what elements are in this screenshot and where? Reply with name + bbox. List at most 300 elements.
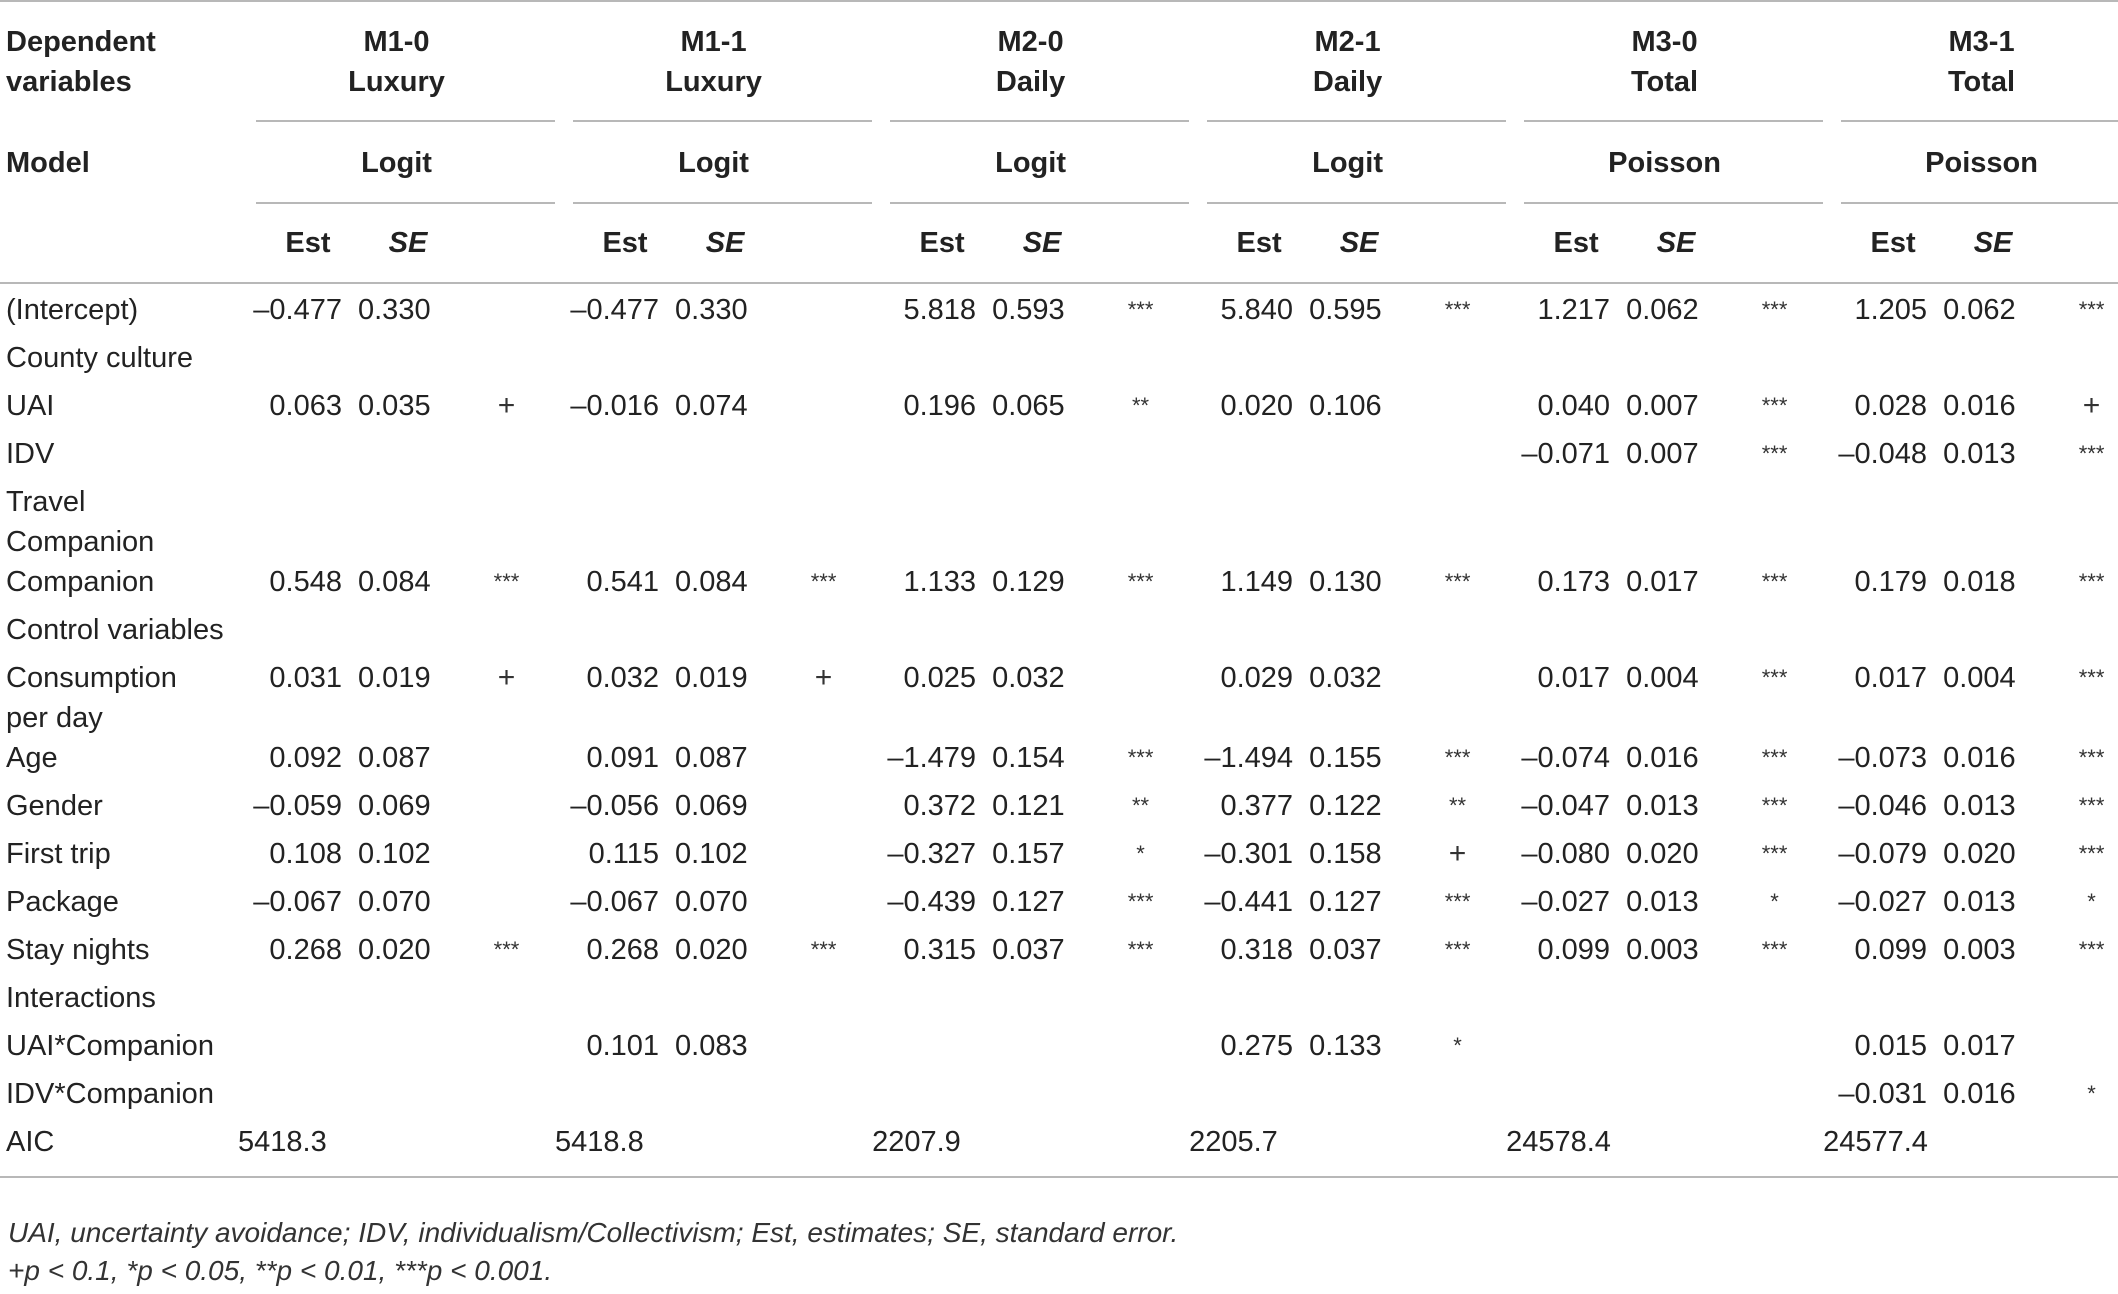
- standard-error-cell: 0.127: [1309, 886, 1382, 918]
- estimate-cell: [872, 1074, 982, 1122]
- significance-marker: *: [1770, 889, 1779, 914]
- standard-error-cell: 0.035: [358, 390, 431, 422]
- standard-error-cell: 0.013: [1943, 886, 2016, 918]
- significance-marker: [775, 882, 872, 930]
- significance-marker: ***: [2078, 937, 2105, 962]
- estimate-cell: 0.275: [1220, 1030, 1294, 1062]
- standard-error-cell: 0.020: [675, 934, 748, 966]
- significance-marker: [775, 1026, 872, 1074]
- standard-error-cell: 0.062: [1943, 294, 2016, 326]
- standard-error-cell: 0.130: [1309, 566, 1382, 598]
- significance-marker: ***: [1127, 937, 1154, 962]
- significance-marker: ***: [493, 937, 520, 962]
- estimate-cell: 0.101: [586, 1030, 660, 1062]
- model-type: Logit: [872, 122, 1189, 204]
- dependent-variables-line: variables: [6, 66, 132, 98]
- estimate-cell: –0.079: [1838, 838, 1928, 870]
- section-label: Interactions: [6, 982, 156, 1014]
- estimate-cell: 5.818: [903, 294, 977, 326]
- standard-error-cell: [1299, 1074, 1409, 1122]
- est-column-header: Est: [1189, 204, 1299, 284]
- standard-error-cell: 0.155: [1309, 742, 1382, 774]
- estimate-cell: 0.063: [269, 390, 342, 422]
- significance-marker: ***: [2078, 793, 2105, 818]
- significance-marker: *: [2087, 1081, 2096, 1106]
- significance-marker: **: [1132, 793, 1150, 818]
- standard-error-cell: 0.013: [1943, 790, 2016, 822]
- significance-marker: [458, 434, 555, 482]
- model-type: Logit: [1189, 122, 1506, 204]
- estimate-cell: –0.031: [1838, 1078, 1928, 1110]
- significance-marker: [2043, 1026, 2118, 1074]
- significance-marker: +: [2082, 389, 2101, 422]
- table-row: [0, 562, 2118, 610]
- estimate-cell: –0.327: [887, 838, 977, 870]
- model-header-m3-0: [1506, 0, 1823, 122]
- estimate-cell: 0.315: [903, 934, 977, 966]
- significance-marker: [458, 1074, 555, 1122]
- se-column-header: SE: [982, 204, 1092, 284]
- significance-marker: [1726, 1074, 1823, 1122]
- se-column-header: SE: [1299, 204, 1409, 284]
- estimate-cell: [1189, 434, 1299, 482]
- standard-error-cell: 0.016: [1943, 742, 2016, 774]
- standard-error-cell: [1299, 434, 1409, 482]
- dependent-variables-line: Dependent: [6, 26, 156, 58]
- estimate-cell: –0.027: [1521, 886, 1611, 918]
- estimate-cell: 0.173: [1537, 566, 1611, 598]
- estimate-cell: –0.056: [570, 790, 660, 822]
- standard-error-cell: 0.084: [675, 566, 748, 598]
- estimate-cell: –0.080: [1521, 838, 1611, 870]
- model-type: Logit: [555, 122, 872, 204]
- standard-error-cell: [982, 1026, 1092, 1074]
- significance-marker: ***: [1127, 889, 1154, 914]
- model-header-m2-0: [872, 0, 1189, 122]
- estimate-cell: –0.477: [570, 294, 660, 326]
- table-row: [0, 1026, 2118, 1074]
- standard-error-cell: 0.016: [1626, 742, 1699, 774]
- significance-marker: ***: [2078, 441, 2105, 466]
- significance-marker: ***: [1444, 745, 1471, 770]
- estimate-cell: 0.020: [1220, 390, 1294, 422]
- section-label: Control variables: [6, 614, 224, 646]
- significance-marker: [775, 434, 872, 482]
- standard-error-cell: 0.007: [1626, 390, 1699, 422]
- significance-marker: ***: [2078, 745, 2105, 770]
- significance-marker: ***: [1127, 297, 1154, 322]
- standard-error-cell: 0.019: [358, 662, 431, 694]
- variable-label: (Intercept): [6, 294, 139, 326]
- model-id: M2-0: [997, 26, 1064, 58]
- significance-marker: [775, 834, 872, 882]
- standard-error-cell: [1616, 1074, 1726, 1122]
- significance-marker: [1409, 1074, 1506, 1122]
- se-column-header: SE: [665, 204, 775, 284]
- est-column-header: Est: [872, 204, 982, 284]
- estimate-cell: 0.092: [269, 742, 342, 774]
- model-id: M3-1: [1948, 26, 2015, 58]
- standard-error-cell: 0.004: [1626, 662, 1699, 694]
- table-footnotes: [8, 1214, 1178, 1290]
- estimate-cell: 0.028: [1854, 390, 1928, 422]
- standard-error-cell: 0.037: [992, 934, 1065, 966]
- estimate-cell: 0.318: [1220, 934, 1294, 966]
- table-row: [0, 386, 2118, 434]
- significance-marker: ***: [2078, 665, 2105, 690]
- model-dependent-variable: Daily: [1312, 66, 1383, 98]
- standard-error-cell: 0.032: [992, 662, 1065, 694]
- table-row: [0, 1074, 2118, 1122]
- model-header-m1-1: [555, 0, 872, 122]
- model-dependent-variable: Luxury: [665, 66, 762, 98]
- model-id: M2-1: [1314, 26, 1381, 58]
- significance-marker: **: [1449, 793, 1467, 818]
- standard-error-cell: 0.016: [1943, 1078, 2016, 1110]
- estimate-cell: 0.025: [903, 662, 977, 694]
- header-row-est-se: [0, 204, 2118, 284]
- significance-marker: [458, 834, 555, 882]
- estimate-cell: 0.029: [1220, 662, 1294, 694]
- significance-marker: [775, 1074, 872, 1122]
- estimate-cell: [872, 1026, 982, 1074]
- estimate-cell: [1506, 1026, 1616, 1074]
- significance-marker: *: [1136, 841, 1145, 866]
- standard-error-cell: 0.158: [1309, 838, 1382, 870]
- standard-error-cell: 0.016: [1943, 390, 2016, 422]
- variable-label: Stay nights: [6, 934, 150, 966]
- standard-error-cell: 0.133: [1309, 1030, 1382, 1062]
- significance-marker: ***: [1761, 441, 1788, 466]
- aic-value: 5418.3: [238, 1122, 555, 1178]
- standard-error-cell: 0.102: [675, 838, 748, 870]
- significance-marker: ***: [2078, 569, 2105, 594]
- standard-error-cell: 0.106: [1309, 390, 1382, 422]
- significance-marker: ***: [1444, 569, 1471, 594]
- variable-label: Companion: [6, 566, 155, 598]
- standard-error-cell: 0.020: [1626, 838, 1699, 870]
- significance-marker: ***: [2078, 841, 2105, 866]
- standard-error-cell: [982, 434, 1092, 482]
- standard-error-cell: 0.074: [675, 390, 748, 422]
- model-type: Poisson: [1823, 122, 2118, 204]
- estimate-cell: [872, 434, 982, 482]
- model-id: M3-0: [1631, 26, 1698, 58]
- variable-label: Gender: [6, 790, 103, 822]
- estimate-cell: 0.377: [1220, 790, 1294, 822]
- significance-marker: ***: [1127, 745, 1154, 770]
- significance-marker: [1092, 1074, 1189, 1122]
- significance-marker: ***: [1444, 889, 1471, 914]
- estimate-cell: –0.073: [1838, 742, 1928, 774]
- standard-error-cell: [348, 1026, 458, 1074]
- significance-marker: [775, 738, 872, 786]
- standard-error-cell: 0.017: [1943, 1030, 2016, 1062]
- estimate-cell: [1506, 1074, 1616, 1122]
- estimate-cell: 0.541: [586, 566, 660, 598]
- estimate-cell: –0.048: [1838, 438, 1928, 470]
- estimate-cell: [238, 434, 348, 482]
- significance-marker: ***: [1444, 937, 1471, 962]
- estimate-cell: 0.548: [269, 566, 342, 598]
- variable-label: Age: [6, 742, 58, 774]
- standard-error-cell: 0.121: [992, 790, 1065, 822]
- section-row: [0, 482, 2118, 562]
- standard-error-cell: 0.069: [358, 790, 431, 822]
- significance-marker: [1409, 386, 1506, 434]
- standard-error-cell: 0.330: [358, 294, 431, 326]
- standard-error-cell: 0.154: [992, 742, 1065, 774]
- aic-value: 24577.4: [1823, 1122, 2118, 1178]
- estimate-cell: –0.477: [253, 294, 342, 326]
- variable-label: UAI: [6, 390, 55, 422]
- section-label: Travel Companion: [6, 486, 155, 558]
- significance-marker: [1092, 434, 1189, 482]
- standard-error-cell: 0.084: [358, 566, 431, 598]
- header-row-dependent: [0, 0, 2118, 122]
- standard-error-cell: 0.157: [992, 838, 1065, 870]
- significance-marker: ***: [1761, 793, 1788, 818]
- estimate-cell: [238, 1026, 348, 1074]
- se-column-header: SE: [348, 204, 458, 284]
- model-dependent-variable: Daily: [995, 66, 1066, 98]
- significance-marker: [1409, 434, 1506, 482]
- significance-marker: ***: [1761, 393, 1788, 418]
- estimate-cell: 1.217: [1537, 294, 1611, 326]
- standard-error-cell: 0.018: [1943, 566, 2016, 598]
- table-row: [0, 738, 2118, 786]
- aic-value: 2207.9: [872, 1122, 1189, 1178]
- table-row: [0, 834, 2118, 882]
- table-row: [0, 882, 2118, 930]
- estimate-cell: –1.479: [887, 742, 977, 774]
- standard-error-cell: 0.032: [1309, 662, 1382, 694]
- table-row: [0, 658, 2118, 738]
- significance-marker: [775, 786, 872, 834]
- estimate-cell: –0.074: [1521, 742, 1611, 774]
- significance-marker: [458, 290, 555, 338]
- significance-marker: [458, 786, 555, 834]
- section-row: [0, 978, 2118, 1026]
- standard-error-cell: 0.003: [1626, 934, 1699, 966]
- estimate-cell: 1.149: [1220, 566, 1294, 598]
- estimate-cell: 1.205: [1854, 294, 1928, 326]
- significance-marker: [458, 1026, 555, 1074]
- variable-label: Consumption per day: [6, 662, 177, 734]
- estimate-cell: 0.040: [1537, 390, 1611, 422]
- estimate-cell: –0.047: [1521, 790, 1611, 822]
- estimate-cell: 0.268: [269, 934, 342, 966]
- model-id: M1-0: [363, 26, 430, 58]
- section-row: [0, 338, 2118, 386]
- aic-label: AIC: [0, 1122, 238, 1178]
- significance-marker: [1409, 658, 1506, 738]
- estimate-cell: –1.494: [1204, 742, 1294, 774]
- standard-error-cell: 0.019: [675, 662, 748, 694]
- standard-error-cell: 0.007: [1626, 438, 1699, 470]
- significance-marker: ***: [493, 569, 520, 594]
- estimate-cell: 0.108: [269, 838, 342, 870]
- estimate-cell: –0.301: [1204, 838, 1294, 870]
- se-column-header: SE: [1933, 204, 2043, 284]
- se-column-header: SE: [1616, 204, 1726, 284]
- estimate-cell: –0.441: [1204, 886, 1294, 918]
- estimate-cell: –0.016: [570, 390, 660, 422]
- standard-error-cell: 0.593: [992, 294, 1065, 326]
- significance-marker: ***: [1761, 841, 1788, 866]
- standard-error-cell: 0.003: [1943, 934, 2016, 966]
- significance-marker: [1092, 658, 1189, 738]
- estimate-cell: –0.067: [570, 886, 660, 918]
- model-label: Model: [6, 147, 90, 179]
- estimate-cell: [555, 1074, 665, 1122]
- section-label: County culture: [6, 342, 193, 374]
- estimate-cell: [238, 1074, 348, 1122]
- estimate-cell: 0.099: [1854, 934, 1928, 966]
- standard-error-cell: 0.004: [1943, 662, 2016, 694]
- standard-error-cell: 0.129: [992, 566, 1065, 598]
- standard-error-cell: 0.013: [1626, 886, 1699, 918]
- significance-marker: ***: [1127, 569, 1154, 594]
- estimate-cell: 0.196: [903, 390, 977, 422]
- est-column-header: Est: [238, 204, 348, 284]
- significance-marker: +: [497, 661, 516, 694]
- section-row: [0, 610, 2118, 658]
- estimate-cell: 0.032: [586, 662, 660, 694]
- estimate-cell: [555, 434, 665, 482]
- standard-error-cell: 0.065: [992, 390, 1065, 422]
- estimate-cell: 5.840: [1220, 294, 1294, 326]
- significance-marker: ***: [2078, 297, 2105, 322]
- aic-value: 5418.8: [555, 1122, 872, 1178]
- standard-error-cell: 0.013: [1943, 438, 2016, 470]
- variable-label: Package: [6, 886, 119, 918]
- standard-error-cell: 0.330: [675, 294, 748, 326]
- estimate-cell: 0.372: [903, 790, 977, 822]
- estimate-cell: –0.439: [887, 886, 977, 918]
- standard-error-cell: 0.087: [358, 742, 431, 774]
- footnote-significance: +p < 0.1, *p < 0.05, **p < 0.01, ***p < 0.001.: [8, 1255, 553, 1286]
- est-column-header: Est: [1506, 204, 1616, 284]
- estimate-cell: 0.017: [1854, 662, 1928, 694]
- dependent-variables-label: [0, 0, 238, 122]
- standard-error-cell: 0.102: [358, 838, 431, 870]
- aic-row: [0, 1122, 2118, 1178]
- standard-error-cell: 0.070: [675, 886, 748, 918]
- estimate-cell: 0.017: [1537, 662, 1611, 694]
- estimate-cell: 0.031: [269, 662, 342, 694]
- significance-marker: +: [497, 389, 516, 422]
- table-row: [0, 786, 2118, 834]
- estimate-cell: 0.179: [1854, 566, 1928, 598]
- significance-marker: ***: [810, 569, 837, 594]
- standard-error-cell: 0.037: [1309, 934, 1382, 966]
- significance-marker: ***: [1444, 297, 1471, 322]
- standard-error-cell: 0.087: [675, 742, 748, 774]
- variable-label: First trip: [6, 838, 111, 870]
- header-row-model: [0, 122, 2118, 204]
- significance-marker: ***: [1761, 665, 1788, 690]
- significance-marker: [1726, 1026, 1823, 1074]
- est-column-header: Est: [555, 204, 665, 284]
- table-row: [0, 930, 2118, 978]
- variable-label: IDV: [6, 438, 55, 470]
- significance-marker: +: [1448, 837, 1467, 870]
- significance-marker: [458, 882, 555, 930]
- significance-marker: *: [1453, 1033, 1462, 1058]
- significance-marker: [1092, 1026, 1189, 1074]
- model-dependent-variable: Total: [1948, 66, 2016, 98]
- estimate-cell: 0.099: [1537, 934, 1611, 966]
- estimate-cell: –0.027: [1838, 886, 1928, 918]
- model-dependent-variable: Total: [1631, 66, 1699, 98]
- model-header-m1-0: [238, 0, 555, 122]
- estimate-cell: –0.071: [1521, 438, 1611, 470]
- standard-error-cell: [665, 1074, 775, 1122]
- standard-error-cell: [665, 434, 775, 482]
- estimate-cell: –0.046: [1838, 790, 1928, 822]
- standard-error-cell: [982, 1074, 1092, 1122]
- estimate-cell: 0.268: [586, 934, 660, 966]
- standard-error-cell: 0.127: [992, 886, 1065, 918]
- variable-label: IDV*Companion: [6, 1078, 214, 1110]
- standard-error-cell: 0.595: [1309, 294, 1382, 326]
- estimate-cell: 0.091: [586, 742, 660, 774]
- estimate-cell: 0.015: [1854, 1030, 1928, 1062]
- model-header-m3-1: [1823, 0, 2118, 122]
- standard-error-cell: 0.122: [1309, 790, 1382, 822]
- significance-marker: [775, 386, 872, 434]
- significance-marker: ***: [1761, 569, 1788, 594]
- standard-error-cell: [348, 1074, 458, 1122]
- estimate-cell: 1.133: [903, 566, 977, 598]
- table-row: [0, 434, 2118, 482]
- standard-error-cell: 0.070: [358, 886, 431, 918]
- model-dependent-variable: Luxury: [348, 66, 445, 98]
- estimate-cell: –0.059: [253, 790, 342, 822]
- significance-marker: [458, 738, 555, 786]
- estimate-cell: [1189, 1074, 1299, 1122]
- model-type: Poisson: [1506, 122, 1823, 204]
- significance-marker: *: [2087, 889, 2096, 914]
- estimate-cell: 0.115: [588, 838, 660, 870]
- standard-error-cell: 0.013: [1626, 790, 1699, 822]
- est-column-header: Est: [1823, 204, 1933, 284]
- model-id: M1-1: [680, 26, 747, 58]
- significance-marker: **: [1132, 393, 1150, 418]
- estimate-cell: –0.067: [253, 886, 342, 918]
- significance-marker: ***: [1761, 745, 1788, 770]
- significance-marker: ***: [810, 937, 837, 962]
- standard-error-cell: 0.017: [1626, 566, 1699, 598]
- standard-error-cell: 0.083: [675, 1030, 748, 1062]
- variable-label: UAI*Companion: [6, 1030, 214, 1062]
- standard-error-cell: 0.069: [675, 790, 748, 822]
- standard-error-cell: 0.062: [1626, 294, 1699, 326]
- aic-value: 2205.7: [1189, 1122, 1506, 1178]
- model-header-m2-1: [1189, 0, 1506, 122]
- standard-error-cell: [348, 434, 458, 482]
- aic-value: 24578.4: [1506, 1122, 1823, 1178]
- standard-error-cell: [1616, 1026, 1726, 1074]
- table-row: [0, 290, 2118, 338]
- standard-error-cell: 0.020: [358, 934, 431, 966]
- significance-marker: [775, 290, 872, 338]
- footnote-abbreviations: UAI, uncertainty avoidance; IDV, individualism/Collectivism; Est, estimates; SE, standard error.: [8, 1217, 1179, 1248]
- significance-marker: +: [814, 661, 833, 694]
- standard-error-cell: 0.020: [1943, 838, 2016, 870]
- significance-marker: ***: [1761, 937, 1788, 962]
